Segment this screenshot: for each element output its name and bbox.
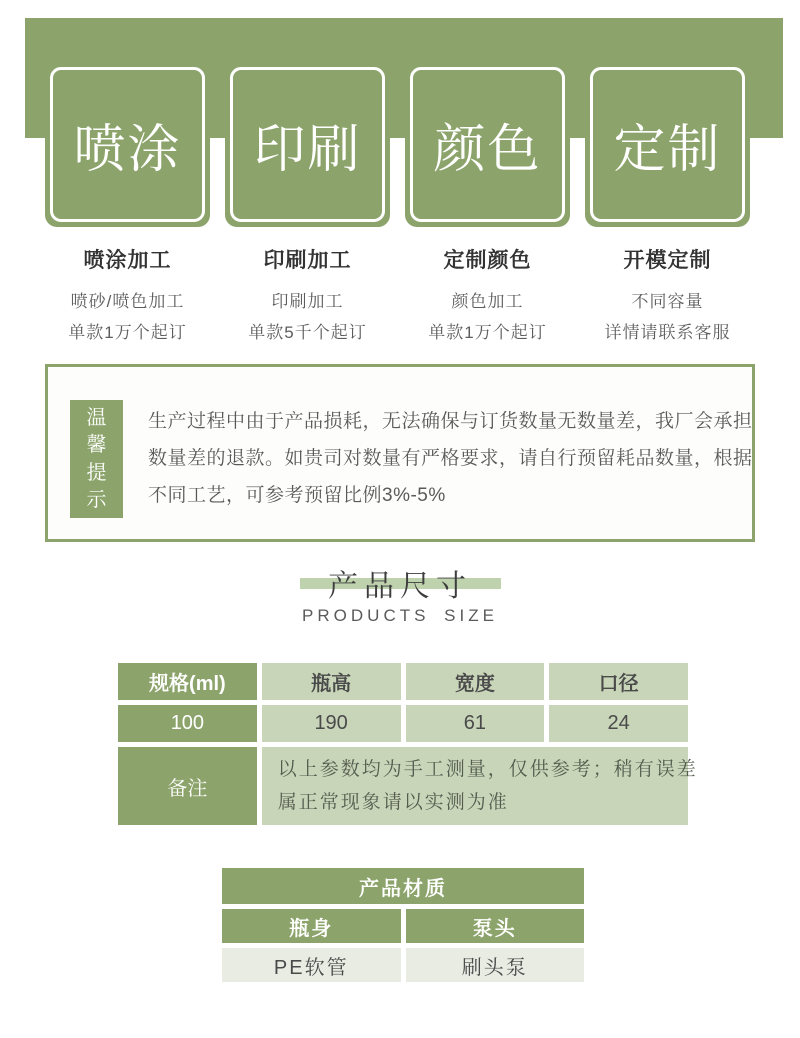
feature-caption-color <box>405 244 570 348</box>
feature-title: 印刷加工 <box>263 249 352 272</box>
feature-title: 喷涂加工 <box>83 249 172 272</box>
notice-label-char: 温 <box>86 406 107 429</box>
notice-line: 不同工艺，可参考预留比例3%-5% <box>148 485 446 506</box>
spec-note-label: 备注 <box>118 747 257 825</box>
spec-header-diameter: 口径 <box>549 663 688 700</box>
material-value-body: PE软管 <box>222 948 401 982</box>
feature-desc-line: 详情请联系客服 <box>604 323 731 342</box>
spec-value-diameter: 24 <box>549 705 688 742</box>
spec-value-width: 61 <box>406 705 545 742</box>
feature-desc-line: 单款5千个起订 <box>248 323 367 342</box>
notice-label <box>70 400 123 518</box>
feature-desc-line: 喷砂/喷色加工 <box>70 292 185 311</box>
notice-line: 数量差的退款。如贵司对数量有严格要求，请自行预留耗品数量，根据 <box>148 448 753 469</box>
notice-line: 生产过程中由于产品损耗，无法确保与订货数量无数量差，我厂会承担 <box>148 411 753 432</box>
section-title-en: PRODUCTS SIZE <box>302 606 498 625</box>
badge-text: 印刷 <box>253 121 362 179</box>
material-table <box>222 868 584 982</box>
spec-header-height: 瓶高 <box>262 663 401 700</box>
spec-value-spec: 100 <box>118 705 257 742</box>
feature-desc-line: 单款1万个起订 <box>428 323 547 342</box>
feature-caption-print <box>225 244 390 348</box>
spec-header-width: 宽度 <box>406 663 545 700</box>
feature-desc-line: 单款1万个起订 <box>68 323 187 342</box>
section-title-cn: 产品尺寸 <box>328 570 472 603</box>
feature-desc-line: 不同容量 <box>631 292 704 311</box>
feature-desc-line: 颜色加工 <box>451 292 524 311</box>
spec-value-height: 190 <box>262 705 401 742</box>
badge-text: 定制 <box>613 121 722 179</box>
material-header-pump: 泵头 <box>406 909 585 943</box>
notice-label-char: 馨 <box>86 434 107 457</box>
badge-text: 颜色 <box>433 121 542 179</box>
spec-note-line: 以上参数均为手工测量，仅供参考；稍有误差 <box>277 759 698 780</box>
feature-caption-custom <box>585 244 750 348</box>
notice-label-char: 提 <box>86 461 107 484</box>
material-table-title: 产品材质 <box>222 868 584 904</box>
material-header-body: 瓶身 <box>222 909 401 943</box>
badge-text: 喷涂 <box>73 121 182 179</box>
feature-badge-print <box>225 62 390 227</box>
feature-title: 定制颜色 <box>443 249 532 272</box>
spec-note-cell <box>262 747 698 825</box>
feature-caption-spray <box>45 244 210 348</box>
notice-paragraph <box>148 403 753 514</box>
feature-desc-line: 印刷加工 <box>271 292 344 311</box>
feature-title: 开模定制 <box>623 249 712 272</box>
feature-badge-custom <box>585 62 750 227</box>
notice-label-char: 示 <box>86 489 107 512</box>
spec-note-line: 属正常现象请以实测为准 <box>277 792 509 813</box>
spec-table <box>118 663 698 825</box>
feature-badge-color <box>405 62 570 227</box>
material-value-pump: 刷头泵 <box>406 948 585 982</box>
feature-badge-spray <box>45 62 210 227</box>
spec-header-spec: 规格(ml) <box>118 663 257 700</box>
